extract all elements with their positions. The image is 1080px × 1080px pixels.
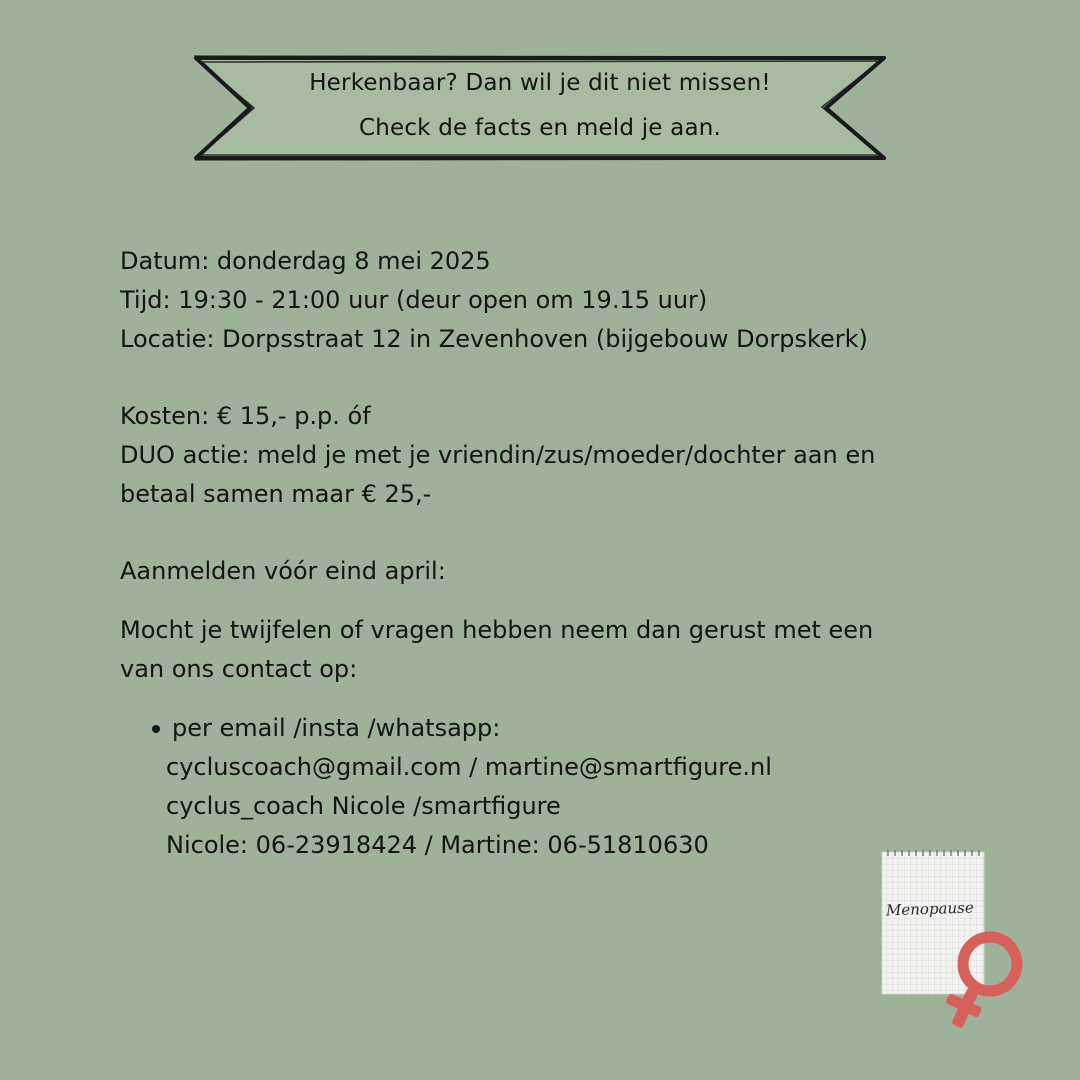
contact-emails[interactable]: cycluscoach@gmail.com / martine@smartfigure.nl [166,753,772,781]
spacer [120,359,1000,397]
menopause-illustration [868,840,1038,1040]
notepad-label: Menopause [885,898,974,920]
contact-intro-line-1: Mocht je twijfelen of vragen hebben neem dan gerust met een [120,616,874,644]
event-time: Tijd: 19:30 - 21:00 uur (deur open om 19.15 uur) [120,286,708,314]
event-location: Locatie: Dorpsstraat 12 in Zevenhoven (bijgebouw Dorpskerk) [120,325,868,353]
registration-deadline: Aanmelden vóór eind april: [120,557,446,585]
contact-phones: Nicole: 06-23918424 / Martine: 06-51810630 [166,831,709,859]
contact-socials: cyclus_coach Nicole /smartfigure [166,792,561,820]
spacer [120,591,1000,611]
banner-headline: Herkenbaar? Dan wil je dit niet missen! [309,70,771,96]
bullet-icon [152,725,160,733]
banner-subline: Check de facts en meld je aan. [358,115,722,141]
contact-channels: per email /insta /whatsapp: [172,714,501,742]
notepad-icon [868,840,1038,1040]
ribbon-banner-shape [0,0,1080,200]
spacer [120,514,1000,552]
event-cost: Kosten: € 15,- p.p. óf [120,402,371,430]
ribbon-banner [0,0,1080,200]
contact-intro-line-2: van ons contact op: [120,655,358,683]
duo-offer-line-1: DUO actie: meld je met je vriendin/zus/moeder/dochter aan en [120,441,876,469]
event-info [120,242,1000,865]
duo-offer-line-2: betaal samen maar € 25,- [120,480,432,508]
event-date: Datum: donderdag 8 mei 2025 [120,247,491,275]
